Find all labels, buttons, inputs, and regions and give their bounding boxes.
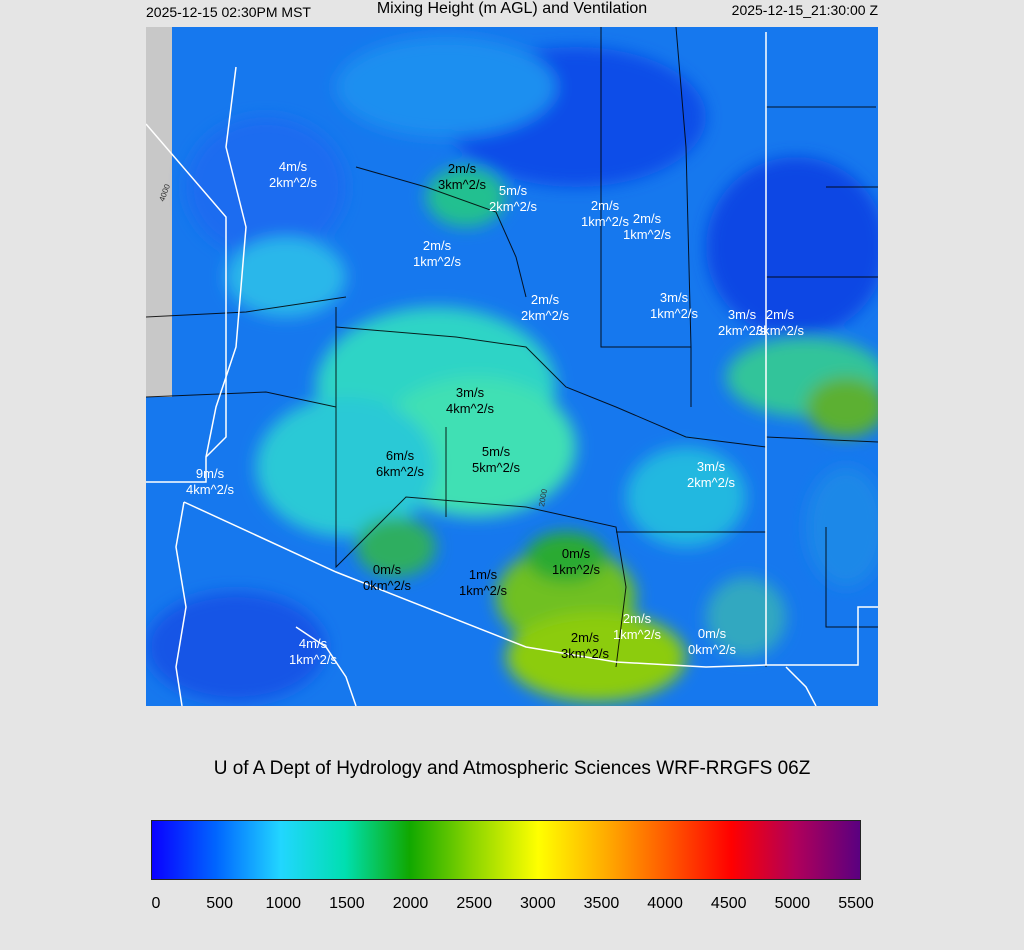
station-label: 2m/s 1km^2/s [612, 611, 662, 642]
mixing-height-map [146, 27, 878, 706]
station-label: 3m/s 4km^2/s [445, 385, 495, 416]
no-data-strip [146, 27, 172, 397]
colorbar-tick-label: 2000 [392, 895, 429, 912]
station-label: 2m/s 3km^2/s [437, 161, 487, 192]
colorbar-tick-label: 0 [151, 895, 161, 912]
station-label: 3m/s 2km^2/s [717, 307, 767, 338]
station-label: 2m/s 3km^2/s [755, 307, 805, 338]
station-label: 3m/s 2km^2/s [686, 459, 736, 490]
colorbar-tick-label: 2500 [456, 895, 492, 912]
colorbar-tick-label: 3500 [583, 895, 620, 912]
contour-label: 4000 [157, 182, 172, 203]
colorbar-tick-label: 4000 [647, 895, 683, 912]
station-label: 6m/s 6km^2/s [375, 448, 425, 479]
station-label: 0m/s 0km^2/s [362, 562, 412, 593]
colorbar-tick-label: 1000 [265, 895, 302, 912]
station-label: 4m/s 1km^2/s [288, 636, 338, 667]
station-label: 5m/s 5km^2/s [471, 444, 521, 475]
colorbar-tick-label: 1500 [329, 895, 365, 912]
station-label: 2m/s 1km^2/s [622, 211, 672, 242]
station-label: 4m/s 2km^2/s [268, 159, 318, 190]
colorbar-tick-label: 4500 [710, 895, 747, 912]
colorbar-tick-label: 5500 [838, 895, 874, 912]
station-label: 2m/s 2km^2/s [520, 292, 570, 323]
station-label: 1m/s 1km^2/s [458, 567, 508, 598]
colorbar-tick-label: 5000 [774, 895, 811, 912]
station-label: 0m/s 1km^2/s [551, 546, 601, 577]
model-credit: U of A Dept of Hydrology and Atmospheric Sciences WRF-RRGFS 06Z [213, 758, 811, 779]
colorbar-tick-label: 3000 [520, 895, 556, 912]
station-label: 3m/s 1km^2/s [649, 290, 699, 321]
utc-time: 2025-12-15_21:30:00 Z [731, 2, 878, 18]
station-label: 2m/s 3km^2/s [560, 630, 610, 661]
contour-label: 2000 [537, 488, 550, 508]
station-label: 2m/s 1km^2/s [412, 238, 462, 269]
station-label: 9m/s 4km^2/s [185, 466, 235, 497]
colorbar [151, 820, 861, 880]
local-time: 2025-12-15 02:30PM MST [146, 4, 311, 20]
station-label: 2m/s 1km^2/s [580, 198, 630, 229]
station-label: 5m/s 2km^2/s [488, 183, 538, 214]
station-label: 0m/s 0km^2/s [687, 626, 737, 657]
colorbar-tick-label: 500 [206, 895, 233, 912]
map-title: Mixing Height (m AGL) and Ventilation [376, 0, 648, 17]
